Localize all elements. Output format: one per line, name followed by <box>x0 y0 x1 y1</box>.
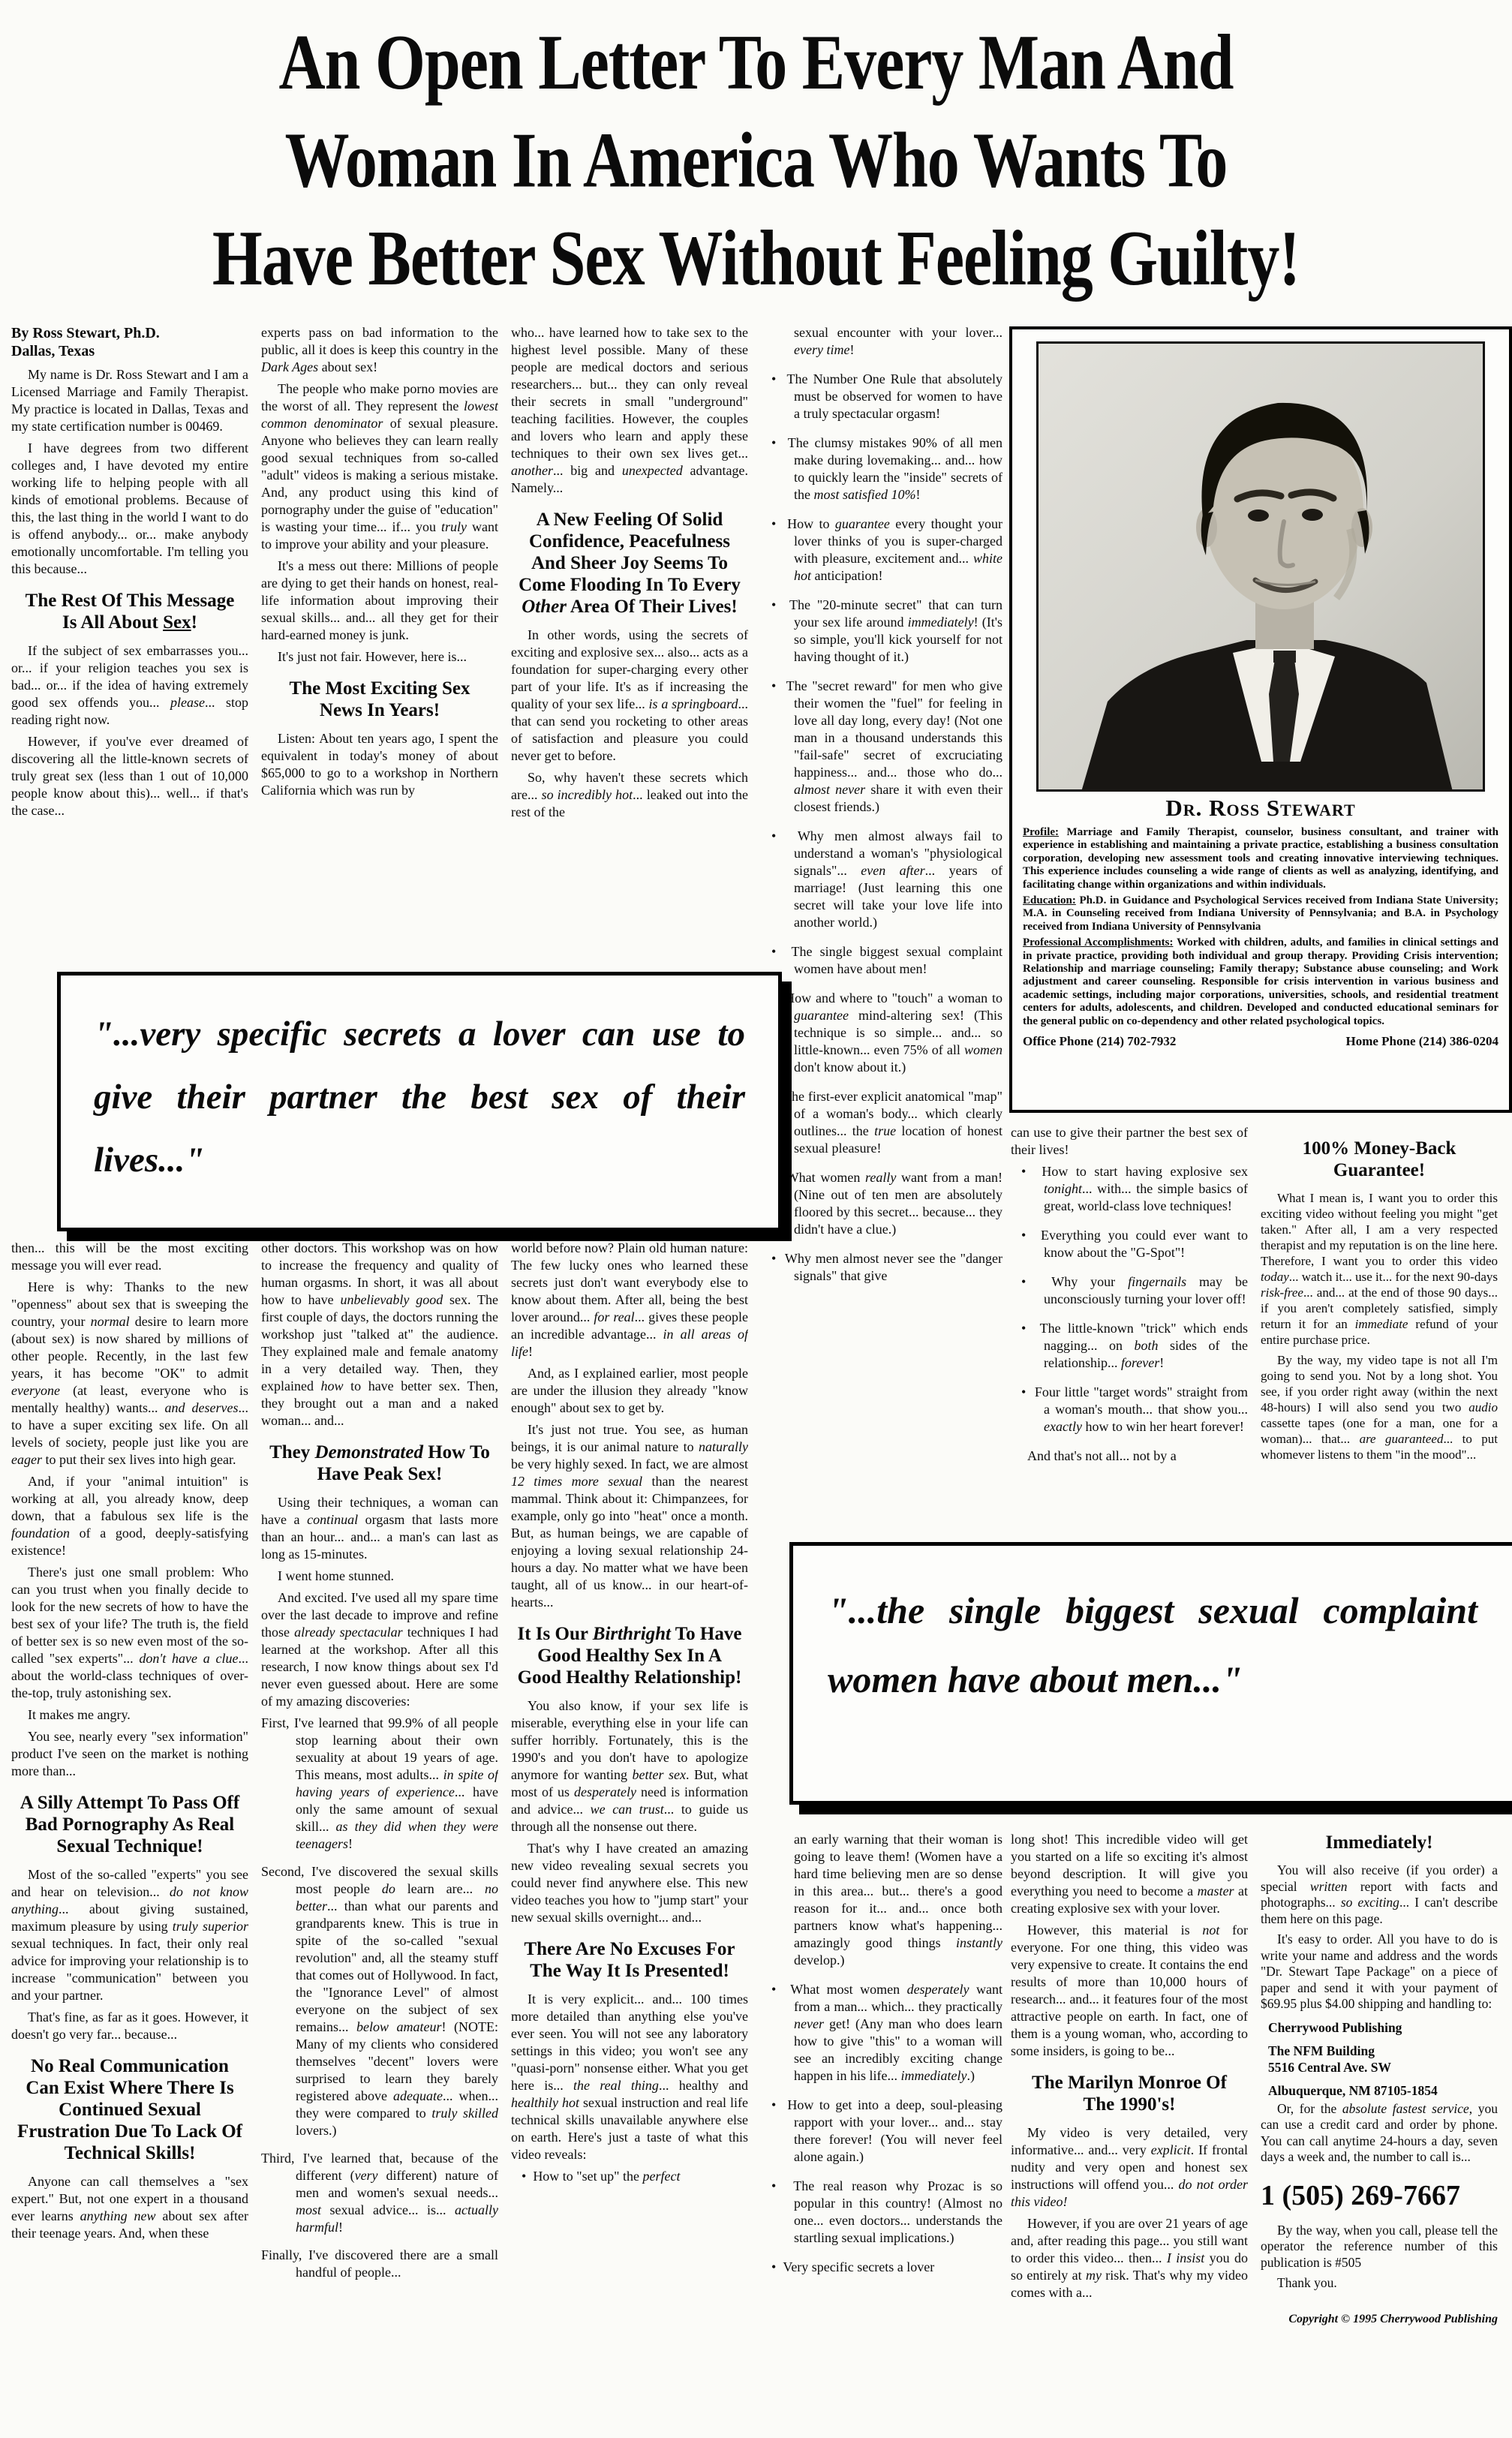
profile-paragraph: Professional Accomplishments: Worked with children, adults, and families in clinical settings and in private practice, providing both individual and group therapy. Providing Crisis intervention; Relationship and marriage counseling; Family therapy; Substance abuse counseling; and Work adjustment and career counseling. Responsible for crisis intervention in various business and academic settings, including major corporations, universities, schools, and residential treatment centers for adults, adolescents, and children. Developed and conducted educational seminars for the general public on co-dependency and other related psychological topics. <box>1023 936 1498 1027</box>
bullet-item: • Everything you could ever want to know about the "G-Spot"! <box>1011 1227 1248 1261</box>
bullet-item: • The little-known "trick" which ends nagging... on both sides of the relationship... forever! <box>1011 1320 1248 1372</box>
column-2-bottom <box>261 1240 498 2431</box>
bullet-item: • How to guarantee every thought your lover thinks of you is super-charged with pleasure, excitement and... white hot anticipation! <box>761 516 1002 585</box>
section-heading: No Real Communication Can Exist Where There Is Continued Sexual Frustration Due To Lack Of Technical Skills! <box>17 2056 243 2163</box>
body-paragraph: However, this material is not for everyone. For one thing, this video was very expensive to create. It contains the end results of more than 10,000 hours of research... and... it features four of the most attractive people on earth. In fact, one of them is a young woman, who, according to some insiders, is going to be... <box>1011 1922 1248 2058</box>
column-3-top <box>511 324 748 962</box>
bullet-item: • Why men almost always fail to understand a woman's "physiological signals"... even after... years of marriage! (Just learning this one secret will take your love life into another world.) <box>761 828 1002 931</box>
body-paragraph: And excited. I've used all my spare time over the last decade to improve and refine those already spectacular techniques I had learned at the workshop. After all this research, I now know things about sex I'd never even guessed about. Here are some of my amazing discoveries: <box>261 1590 498 1709</box>
profile-paragraph: Profile: Marriage and Family Therapist, counselor, business consultant, and trainer with experience in establishing and maintaining a private practice, establishing a business consultation corporation, developing new assessment tools and creating innovative interviewing techniques. This experience includes counseling a wide range of clients as well as analyzing, identifying, and facilitating change within organizations and within individuals. <box>1023 826 1498 891</box>
bullet-item: • The "20-minute secret" that can turn your sex life around immediately! (It's so simple, you'll kick yourself for not having thought of it.) <box>761 597 1002 666</box>
body-paragraph: You also know, if your sex life is miserable, everything else in your life can suffer horribly. Fortunately, this is the 1990's and you don't have to apologize anymore for wanting better sex. But, what most of us desperately need is information and advice... we can trust... to guide us through all the nonsense out there. <box>511 1698 748 1834</box>
order-phone-number: 1 (505) 269-7667 <box>1261 2179 1460 2211</box>
body-paragraph: What I mean is, I want you to order this exciting video without feeling you might "get taken." After all, I am a very respected therapist and my reputation is on the line here. Therefore, I want you to order this video today... watch it... use it... for the next 90-days risk-free... and... at the end of those 90 days... if you aren't completely satisfied, simply return it for an immediate refund of your entire purchase price. <box>1261 1191 1498 1347</box>
bullet-item: • The clumsy mistakes 90% of all men make during lovemaking... and... how to quickly learn the "inside" secrets of the most satisfied 10%! <box>761 434 1002 504</box>
body-paragraph: It's just not fair. However, here is... <box>278 649 467 664</box>
body-paragraph: My video is very detailed, very informative... and... very explicit. If frontal nudity and very open and honest sex instructions will offend you... do not order this video! <box>1011 2125 1248 2209</box>
body-paragraph: Here is why: Thanks to the new "openness" about sex that is sweeping the country, your normal desire to learn more (about sex) is now shared by millions of other people. Recently, in the last few years, it has become "OK" to admit everyone (at least, everyone who is mentally healthy) wants... and deserves... to have a super exciting sex life. On all levels of society, people just like you are eager to put their sex lives into high gear. <box>11 1279 248 1467</box>
section-heading: Immediately! <box>1325 1832 1433 1853</box>
body-paragraph: Listen: About ten years ago, I spent the equivalent in today's money of about $65,000 to go to a workshop in Northern California which was run by <box>261 731 498 798</box>
mailing-address-line: The NFM Building 5516 Central Ave. SW <box>1268 2043 1391 2075</box>
office-phone: Office Phone (214) 702-7932 <box>1023 1034 1177 1049</box>
body-paragraph: long shot! This incredible video will get you started on a life so exciting it's almost beyond description. It will give you everything you need to become a master at creating explosive sex with your lover. <box>1011 1832 1248 1916</box>
body-paragraph: It's just not true. You see, as human beings, it is our animal nature to naturally be very highly sexed. In fact, we are almost 12 times more sexual than the nearest mammal. Think about it: Chimpanzees, for example, only go into "heat" once a month. But, as human beings, we are capable of enjoying a loving sexual relationship 24-hours a day. No matter what we have been taught, all of us know... in our heart-of-hearts... <box>511 1422 748 1610</box>
portrait-photo <box>1036 341 1485 792</box>
body-paragraph: It's a mess out there: Millions of people are dying to get their hands on honest, real-life information about improving their sexual skills... and... all they get for their hard-earned money is junk. <box>261 558 498 642</box>
body-paragraph: You see, nearly every "sex information" product I've seen on the market is nothing more than... <box>11 1729 248 1778</box>
pull-quote-1-text: "...very specific secrets a lover can use to give their partner the best sex of their lives..." <box>94 1015 745 1180</box>
pull-quote-2-text: "...the single biggest sexual complaint women have about men..." <box>828 1589 1477 1700</box>
bullet-item: • Very specific secrets a lover <box>761 2259 1002 2276</box>
body-paragraph: who... have learned how to take sex to the highest level possible. Many of these people are medical doctors and serious researchers... but... they can only reveal their secrets in small "underground" teaching facilities. However, the couples and lovers who learn and apply these techniques to their own sex lives get... another... big and unexpected advantage. Namely... <box>511 325 748 495</box>
home-phone: Home Phone (214) 386-0204 <box>1345 1034 1498 1049</box>
body-paragraph: If the subject of sex embarrasses you... or... if your religion teaches you sex is bad... or... if the idea of having extremely good sex offends you... please... stop reading right now. <box>11 643 248 727</box>
body-paragraph: By the way, my video tape is not all I'm going to send you. Not by a long shot. You see, if you order right away (within the next 48-hours) I will also send you two audio cassette tapes (one for a man, one for a woman)... that... are guaranteed... to put whomever listens to them "in the mood"... <box>1261 1353 1498 1462</box>
bullet-item: • How and where to "touch" a woman to guarantee mind-altering sex! (This technique is so simple... and... so little-known... even 75% of all women don't know about it.) <box>761 990 1002 1076</box>
copyright-line: Copyright © 1995 Cherrywood Publishing <box>1288 2312 1498 2325</box>
body-paragraph: I have degrees from two different colleges and, I have devoted my entire working life to helping people with all kinds of emotional problems. Because of this, the last thing in the world I want to do is offend anybody... or... make anybody emotionally uncomfortable. I'm telling you this because... <box>11 440 248 576</box>
profile-paragraph: Education: Ph.D. in Guidance and Psychological Services received from Indiana State University; M.A. in Counseling received from Indiana University of Pennsylvania; and B.A. in Psychology received from Indiana University of Pennsylvania <box>1023 894 1498 933</box>
column-2-top <box>261 324 498 966</box>
bullet-item: • What women really want from a man! (Nine out of ten men are absolutely floored by this secret... because... they didn't have a clue.) <box>761 1169 1002 1238</box>
body-paragraph: That's why I have created an amazing new video revealing sexual secrets you could never find anywhere else. This new video teaches you how to "jump start" your new sexual skills overnight... and... <box>511 1841 748 1925</box>
column-1-bottom <box>11 1240 248 2431</box>
body-paragraph: Or, for the absolute fastest service, you can use a credit card and order by phone. You can call anytime 24-hours a day, seven days a week and, the number to call is... <box>1261 2100 1498 2164</box>
body-paragraph: Using their techniques, a woman can have a continual orgasm that lasts more than an hour... and... a man's can last as long as 15-minutes. <box>261 1495 498 1562</box>
section-heading: There Are No Excuses For The Way It Is Presented! <box>524 1939 735 1981</box>
section-heading: A Silly Attempt To Pass Off Bad Pornography As Real Sexual Technique! <box>20 1793 240 1856</box>
section-heading: The Marilyn Monroe Of The 1990's! <box>1032 2073 1227 2115</box>
column-5-bottom <box>1011 1831 1248 2431</box>
column-3-bottom <box>511 1240 748 2431</box>
bullet-item: • The Number One Rule that absolutely must be observed for women to have a truly spectacular orgasm! <box>761 371 1002 422</box>
column-4-bullets <box>761 324 1002 1532</box>
section-heading: It Is Our Birthright To Have Good Healthy Sex In A Good Healthy Relationship! <box>517 1624 742 1688</box>
headline-line-2: Woman In America Who Wants To <box>284 116 1228 204</box>
body-paragraph: I went home stunned. <box>278 1568 394 1583</box>
body-paragraph: And that's not all... not by a <box>1027 1448 1177 1463</box>
bullet-item: • How to get into a deep, soul-pleasing rapport with your lover... and... stay there forever! (You will never feel alone again.) <box>761 2097 1002 2166</box>
body-paragraph: That's fine, as far as it goes. However, it doesn't go very far... because... <box>11 2010 248 2042</box>
section-heading: 100% Money-Back Guarantee! <box>1302 1138 1456 1180</box>
headline-line-3: Have Better Sex Without Feeling Guilty! <box>212 214 1300 302</box>
body-paragraph: In other words, using the secrets of exciting and explosive sex... also... acts as a foundation for super-charging every other part of your life. It's as if increasing the quality of your sex life... is a springboard... that can send you rocketing to other areas of satisfaction and pleasure you could never get to before. <box>511 627 748 763</box>
column-6-guarantee <box>1261 1126 1498 1535</box>
body-paragraph: By the way, when you call, please tell the operator the reference number of this publication is #505 <box>1261 2222 1498 2270</box>
column-1-top <box>11 324 248 966</box>
headline-line-1: An Open Letter To Every Man And <box>278 18 1234 107</box>
profile-text <box>1012 822 1509 1028</box>
body-paragraph: experts pass on bad information to the public, all it does is keep this country in the Dark Ages about sex! <box>261 325 498 374</box>
body-paragraph: However, if you are over 21 years of age and, after reading this page... you still want to order this video... then... I insist you do so entirely at my risk. That's why my video comes with a... <box>1011 2216 1248 2300</box>
body-paragraph: You will also receive (if you order) a special written report with facts and photographs... so exciting... I can't describe them here on this page. <box>1261 1862 1498 1926</box>
body-paragraph: then... this will be the most exciting message you will ever read. <box>11 1240 248 1273</box>
body-paragraph: There's just one small problem: Who can you trust when you finally decide to look for the new secrets of how to have the best sex of your life? The truth is, the field of better sex is so new even most of the so-called "sex experts"... don't have a clue... about the world-class techniques of over-the-top, truly astonishing sex. <box>11 1565 248 1700</box>
body-paragraph: The people who make porno movies are the worst of all. They represent the lowest common denominator of sexual pleasure. Anyone who believes they can learn really good sexual techniques from so-called "adult" videos is making a serious mistake. And, any product using this kind of pornography under the guise of "education" is wasting your time... if... you truly want to improve your ability and your pleasure. <box>261 381 498 552</box>
pull-quote-box-2 <box>789 1542 1512 1805</box>
bullet-item: • How to "set up" the perfect <box>511 2168 748 2185</box>
bullet-item: • What most women desperately want from a man... which... they practically never get! (Any man who does learn how to give "this" to a woman will see an incredibly exciting change happen in his life... immediately.) <box>761 1981 1002 2085</box>
section-heading: A New Feeling Of Solid Confidence, Peacefulness And Sheer Joy Seems To Come Flooding In To Every Other Area Of Their Lives! <box>519 510 741 617</box>
byline: By Ross Stewart, Ph.D. Dallas, Texas <box>11 325 160 359</box>
bullet-continuation: sexual encounter with your lover... every time! <box>794 325 1002 357</box>
bullet-continuation: an early warning that their woman is going to leave them! (Women have a hard time believing men are so dense in this area... but... there's a good reason for it... and... once both partners know what's happening... amazingly good things instantly develop.) <box>794 1832 1002 1968</box>
column-5-bullets <box>1011 1124 1248 1535</box>
bullet-item: • Why men almost never see the "danger signals" that give <box>761 1250 1002 1285</box>
bullet-item: • The first-ever explicit anatomical "map" of a woman's body... which clearly outlines... the true location of honest sexual pleasure! <box>761 1088 1002 1157</box>
column-6-order <box>1261 1820 1498 2431</box>
section-heading: The Most Exciting Sex News In Years! <box>289 678 470 720</box>
mailing-address-line: Cherrywood Publishing <box>1268 2019 1402 2035</box>
body-paragraph: It makes me angry. <box>28 1707 131 1722</box>
body-paragraph: My name is Dr. Ross Stewart and I am a Licensed Marriage and Family Therapist. My practice is located in Dallas, Texas and my state certification number is 00469. <box>11 367 248 434</box>
body-paragraph: Anyone can call themselves a "sex expert." But, not one expert in a thousand ever learns anything new about sex after their teenage years. And, when these <box>11 2174 248 2241</box>
body-paragraph: Thank you. <box>1277 2275 1337 2290</box>
bullet-item: • How to start having explosive sex tonight... with... the simple basics of great, world-class love techniques! <box>1011 1163 1248 1215</box>
bullet-item: • Why your fingernails may be unconsciously turning your lover off! <box>1011 1273 1248 1308</box>
bullet-item: • The single biggest sexual complaint women have about men! <box>761 943 1002 978</box>
body-paragraph: It's easy to order. All you have to do is write your name and address and the words "Dr. Stewart Tape Package" on a piece of paper and send it with your payment of $69.95 plus $4.00 shipping and handling to: <box>1261 1931 1498 2011</box>
section-heading: They Demonstrated How To Have Peak Sex! <box>269 1442 490 1484</box>
bullet-item: • Four little "target words" straight from a woman's mouth... that show you... exactly how to win her heart forever! <box>1011 1384 1248 1435</box>
body-paragraph: world before now? Plain old human nature: The few lucky ones who learned these secrets just don't want everybody else to know about them. After all, being the best lover around... for real... gives these people an incredible advantage... in all areas of life! <box>511 1240 748 1359</box>
body-paragraph: Most of the so-called "experts" you see and hear on television... do not know anything... about giving sustained, maximum pleasure by using truly superior sexual techniques. In fact, their only real advice for improving your relationship is to increase "communication" between you and your partner. <box>11 1867 248 2003</box>
body-paragraph: And, if your "animal intuition" is working at all, you already know, deep down, that a fabulous sex life is the foundation of a good, deeply-satisfying existence! <box>11 1474 248 1558</box>
body-paragraph: However, if you've ever dreamed of discovering all the little-known secrets of truly great sex (less than 1 out of 10,000 people know about this)... well... if that's the case... <box>11 734 248 818</box>
bullet-item: • The real reason why Prozac is so popular in this country! (Almost no one... even doctors... understands the startling sexual implications.) <box>761 2178 1002 2247</box>
numbered-point: Third, I've learned that, because of the different (very different) nature of men and women's sexual needs... most sexual advice... is... actually harmful! <box>261 2151 498 2235</box>
body-paragraph: And, as I explained earlier, most people are under the illusion they already "know enough" about sex to get by. <box>511 1366 748 1415</box>
mailing-address-line: Albuquerque, NM 87105-1854 <box>1268 2083 1438 2098</box>
body-paragraph: can use to give their partner the best sex of their lives! <box>1011 1125 1248 1157</box>
numbered-point: First, I've learned that 99.9% of all people stop learning about their own sexuality at about 19 years of age. This means, most adults... in spite of having years of experience... have only the same amount of sexual skill... as they did when they were teenagers! <box>261 1715 498 1851</box>
section-heading: The Rest Of This Message Is All About Sex! <box>25 591 235 633</box>
numbered-point: Finally, I've discovered there are a small handful of people... <box>261 2247 498 2280</box>
body-paragraph: So, why haven't these secrets which are... so incredibly hot... leaked out into the rest of the <box>511 770 748 819</box>
body-paragraph: other doctors. This workshop was on how to increase the frequency and quality of human orgasms. In short, it was all about how to have unbelievably good sex. The first couple of days, the doctors running the workshop just "talked at" the audience. They explained male and female anatomy in a very detailed way. Then, they explained how to have better sex. Then, they brought out a man and a naked woman... and... <box>261 1240 498 1428</box>
numbered-point: Second, I've discovered the sexual skills most people do learn are... no better... than what our parents and grandparents knew. This is true in spite of the so-called "sexual revolution" and, all the steamy stuff that comes out of Hollywood. In fact, the "Ignorance Level" of almost everyone on the subject of sex remains... below amateur! (NOTE: Many of my clients who considered themselves "decent" lovers were surprised to learn they barely registered above adequate... when... they were compared to truly skilled lovers.) <box>261 1864 498 2138</box>
body-paragraph: It is very explicit... and... 100 times more detailed than anything else you've ever seen. You will not see any laboratory settings in this video; you won't see any "quasi-porn" nonsense either. What you get here is... the real thing... healthy and healthily hot sexual instruction and real life technical skills unavailable anywhere else on earth. Here's just a taste of what this video reveals: <box>511 1992 748 2162</box>
profile-phones <box>1012 1031 1509 1049</box>
column-4-bottom <box>761 1831 1002 2431</box>
profile-box <box>1009 326 1512 1113</box>
headline <box>0 14 1512 308</box>
pull-quote-box-1 <box>57 972 782 1231</box>
bullet-item: • The "secret reward" for men who give their women the "fuel" for feeling in love all day long, every day! (Not one man in a thousand understands this "fail-safe" secret of excruciating happiness... and... those who do... almost never share it with even their closest friends.) <box>761 678 1002 816</box>
photo-caption: Dr. Ross Stewart <box>1165 795 1356 821</box>
